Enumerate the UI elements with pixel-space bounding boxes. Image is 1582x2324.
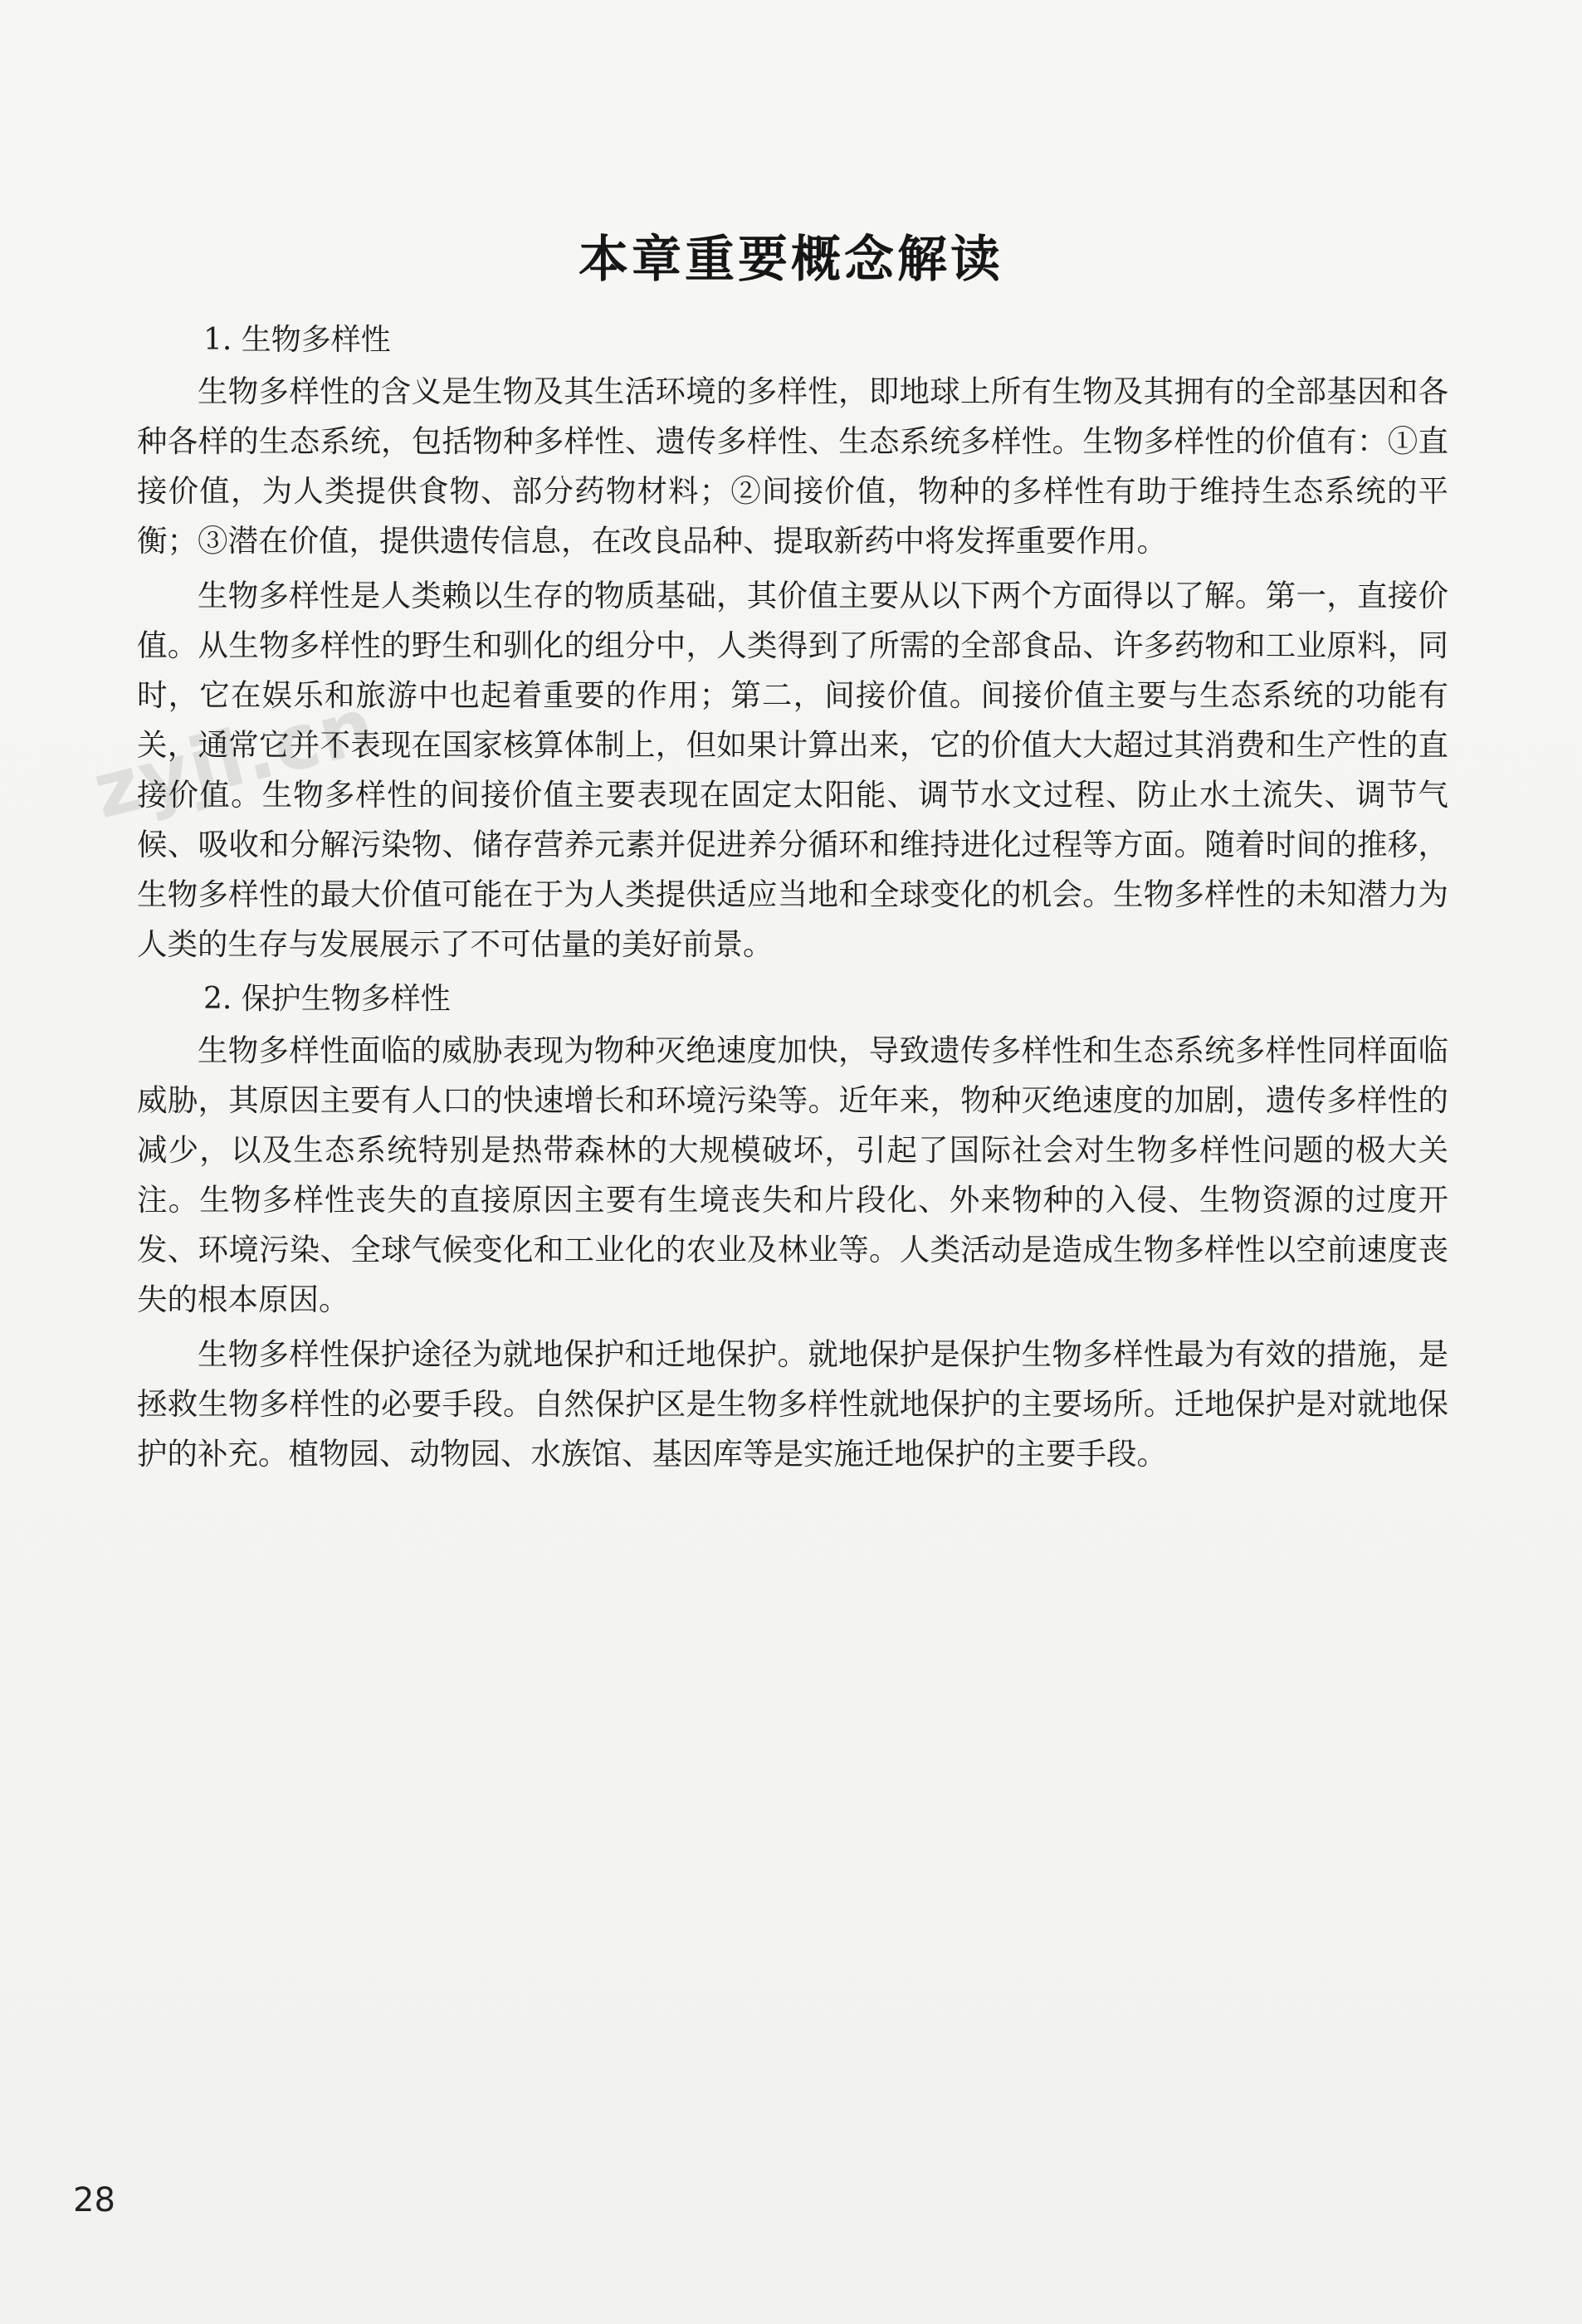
paragraph: 生物多样性是人类赖以生存的物质基础，其价值主要从以下两个方面得以了解。第一，直接价值。从生物多样性的野生和驯化的组分中，人类得到了所需的全部食品、许多药物和工业原料，同时，它在娱乐和旅游中也起着重要的作用；第二，间接价值。间接价值主要与生态系统的功能有关，通常它并不表现在国家核算体制上，但如果计算出来，它的价值大大超过其消费和生产性的直接价值。生物多样性的间接价值主要表现在固定太阳能、调节水文过程、防止水土流失、调节气候、吸收和分解污染物、储存营养元素并促进养分循环和维持进化过程等方面。随着时间的推移，生物多样性的最大价值可能在于为人类提供适应当地和全球变化的机会。生物多样性的未知潜力为人类的生存与发展展示了不可估量的美好前景。 [137,578,1448,962]
section-heading-biodiversity: 1. 生物多样性 [203,323,391,357]
paragraph: 生物多样性保护途径为就地保护和迁地保护。就地保护是保护生物多样性最为有效的措施，是拯救生物多样性的必要手段。自然保护区是生物多样性就地保护的主要场所。迁地保护是对就地保护的补充。植物园、动物园、水族馆、基因库等是实施迁地保护的主要手段。 [137,1336,1448,1472]
watermark: zyjl.cn [85,680,385,837]
page-title: 本章重要概念解读 [579,231,1003,290]
paragraph: 生物多样性面临的威胁表现为物种灭绝速度加快，导致遗传多样性和生态系统多样性同样面临威胁，其原因主要有人口的快速增长和环境污染等。近年来，物种灭绝速度的加剧，遗传多样性的减少，以及生态系统特别是热带森林的大规模破坏，引起了国际社会对生物多样性问题的极大关注。生物多样性丧失的直接原因主要有生境丧失和片段化、外来物种的入侵、生物资源的过度开发、环境污染、全球气候变化和工业化的农业及林业等。人类活动是造成生物多样性以空前速度丧失的根本原因。 [137,1033,1448,1317]
paragraph: 生物多样性的含义是生物及其生活环境的多样性，即地球上所有生物及其拥有的全部基因和各种各样的生态系统，包括物种多样性、遗传多样性、生态系统多样性。生物多样性的价值有：①直接价值，为人类提供食物、部分药物材料；②间接价值，物种的多样性有助于维持生态系统的平衡；③潜在价值，提供遗传信息，在改良品种、提取新药中将发挥重要作用。 [137,374,1448,559]
section-heading-protection: 2. 保护生物多样性 [203,982,451,1016]
page-content [137,315,1448,1484]
page-number: 28 [73,2181,115,2219]
